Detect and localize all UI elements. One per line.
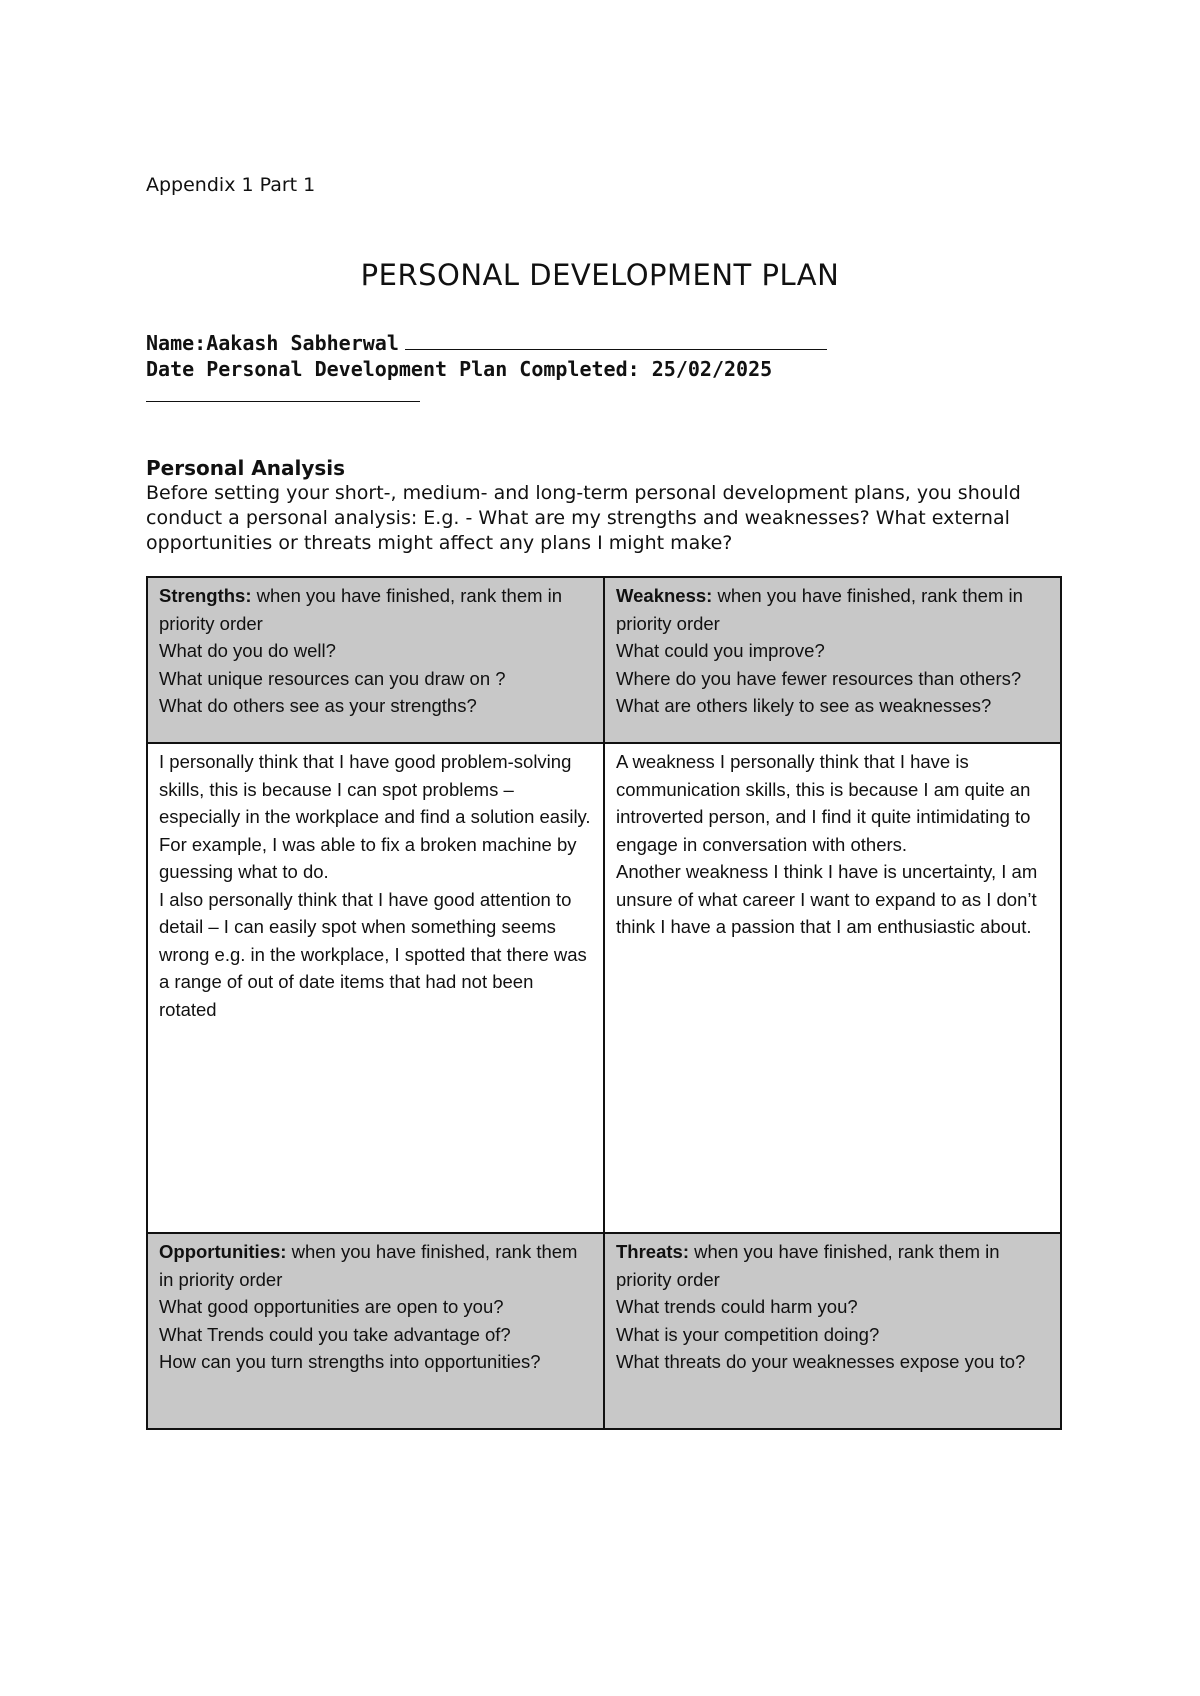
opportunities-question: What good opportunities are open to you? bbox=[159, 1296, 504, 1317]
strengths-prompt-cell bbox=[147, 577, 604, 743]
page-title: PERSONAL DEVELOPMENT PLAN bbox=[360, 258, 840, 292]
date-line bbox=[146, 356, 1066, 382]
name-value: Aakash Sabherwal bbox=[206, 331, 399, 355]
date-underline bbox=[146, 387, 420, 402]
strengths-question: What do you do well? bbox=[159, 640, 336, 661]
weakness-instruction: when you have finished, rank them in priority order bbox=[616, 585, 1023, 634]
swot-row-strengths-weakness bbox=[147, 577, 1061, 743]
plan-meta bbox=[146, 330, 1066, 408]
weakness-question: What are others likely to see as weaknesses? bbox=[616, 695, 992, 716]
strengths-question: What unique resources can you draw on ? bbox=[159, 667, 506, 689]
opportunities-label: Opportunities: bbox=[159, 1241, 287, 1262]
name-underline bbox=[405, 331, 827, 350]
strengths-answer-cell[interactable] bbox=[147, 743, 604, 1233]
opportunities-question: What Trends could you take advantage of? bbox=[159, 1323, 511, 1345]
opportunities-instruction: when you have finished, rank them in priority order bbox=[159, 1241, 578, 1290]
weakness-label: Weakness: bbox=[616, 585, 713, 606]
opportunities-question: How can you turn strengths into opportunities? bbox=[159, 1351, 541, 1372]
swot-row-answers bbox=[147, 743, 1061, 1233]
threats-label: Threats: bbox=[616, 1241, 689, 1262]
strengths-label: Strengths: bbox=[159, 585, 252, 606]
weakness-answer-paragraph: Another weakness I think I have is uncertainty, I am unsure of what career I want to expand to as I don’t think I have a passion that I am enthusiastic about. bbox=[616, 861, 1038, 937]
name-line bbox=[146, 330, 1066, 356]
weakness-question: What could you improve? bbox=[616, 640, 825, 661]
strengths-answer-paragraph: I personally think that I have good problem-solving skills, this is because I can spot problems – especially in the workplace and find a solution easily. For example, I was able to fix a broken machine by guessing what to do. bbox=[159, 751, 591, 882]
strengths-answer-paragraph: I also personally think that I have good attention to detail – I can easily spot when something seems wrong e.g. in the workplace, I spotted that there was a range of out of date items that had not been rotated bbox=[159, 888, 587, 1020]
swot-table bbox=[146, 576, 1062, 1430]
date-underline-line bbox=[146, 382, 1066, 408]
analysis-intro: Before setting your short-, medium- and long-term personal development plans, you should conduct a personal analysis: E.g. - What are my strengths and weaknesses? What external opportunities or threats might affect any plans I might make? bbox=[146, 482, 1021, 554]
threats-question: What is your competition doing? bbox=[616, 1323, 880, 1345]
threats-question: What trends could harm you? bbox=[616, 1296, 858, 1317]
personal-analysis bbox=[146, 456, 1076, 556]
threats-question: What threats do your weaknesses expose you to? bbox=[616, 1351, 1026, 1372]
threats-instruction: when you have finished, rank them in priority order bbox=[616, 1241, 1000, 1290]
weakness-answer-cell[interactable] bbox=[604, 743, 1061, 1233]
strengths-question: What do others see as your strengths? bbox=[159, 695, 477, 716]
threats-prompt-cell bbox=[604, 1233, 1061, 1429]
opportunities-prompt-cell bbox=[147, 1233, 604, 1429]
date-label: Date Personal Development Plan Completed: bbox=[146, 357, 640, 381]
date-value: 25/02/2025 bbox=[651, 357, 773, 381]
appendix-label: Appendix 1 Part 1 bbox=[146, 174, 316, 196]
name-label: Name: bbox=[146, 331, 207, 355]
swot-row-opportunities-threats bbox=[147, 1233, 1061, 1429]
weakness-prompt-cell bbox=[604, 577, 1061, 743]
weakness-question: Where do you have fewer resources than others? bbox=[616, 667, 1022, 689]
analysis-heading: Personal Analysis bbox=[146, 456, 346, 480]
weakness-answer-paragraph: A weakness I personally think that I have is communication skills, this is because I am quite an introverted person, and I find it quite intimidating to engage in conversation with others. bbox=[616, 751, 1031, 855]
strengths-instruction: when you have finished, rank them in priority order bbox=[159, 585, 563, 634]
